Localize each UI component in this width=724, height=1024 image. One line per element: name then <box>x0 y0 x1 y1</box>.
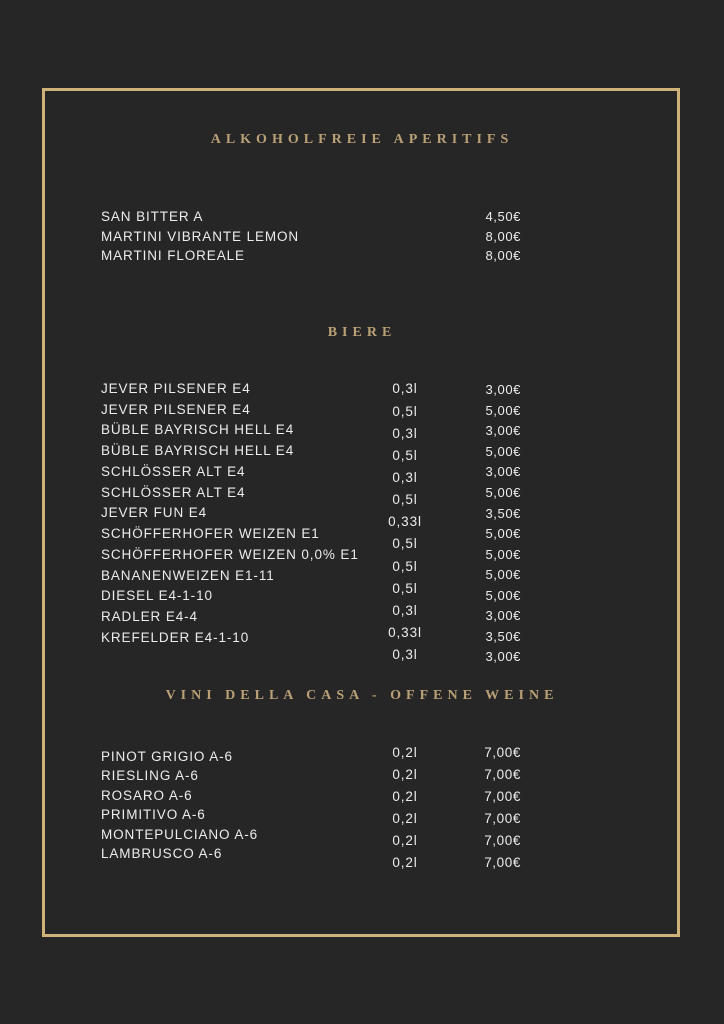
wine-volume: 0,2l <box>392 833 418 848</box>
beer-volume: 0,3l <box>392 647 418 662</box>
beer-name: BÜBLE BAYRISCH HELL E4 <box>101 443 295 458</box>
beer-volume: 0,5l <box>392 492 418 507</box>
beer-price: 5,00€ <box>485 526 521 541</box>
beer-volume: 0,3l <box>392 603 418 618</box>
beer-name: JEVER PILSENER E4 <box>101 381 251 396</box>
beer-volume: 0,5l <box>392 559 418 574</box>
beer-volume: 0,5l <box>392 448 418 463</box>
beer-name: BANANENWEIZEN E1-11 <box>101 568 275 583</box>
wine-name: ROSARO A-6 <box>101 788 193 803</box>
beer-name: BÜBLE BAYRISCH HELL E4 <box>101 422 295 437</box>
wine-price: 7,00€ <box>484 767 521 782</box>
menu-item-price: 4,50€ <box>485 209 521 224</box>
beer-volume: 0,3l <box>392 426 418 441</box>
beer-name: SCHÖFFERHOFER WEIZEN E1 <box>101 526 320 541</box>
wine-volume: 0,2l <box>392 767 418 782</box>
beer-price: 3,00€ <box>485 382 521 397</box>
beer-volume: 0,33l <box>388 514 422 529</box>
beer-price: 5,00€ <box>485 567 521 582</box>
beer-name: RADLER E4-4 <box>101 609 198 624</box>
wine-name: PRIMITIVO A-6 <box>101 807 206 822</box>
menu-item-price: 8,00€ <box>485 248 521 263</box>
beer-price: 5,00€ <box>485 444 521 459</box>
beer-price: 3,00€ <box>485 608 521 623</box>
beer-name: SCHLÖSSER ALT E4 <box>101 464 246 479</box>
beer-price: 5,00€ <box>485 588 521 603</box>
beer-volume: 0,5l <box>392 536 418 551</box>
beer-price: 3,50€ <box>485 506 521 521</box>
wine-price: 7,00€ <box>484 745 521 760</box>
wine-volume: 0,2l <box>392 855 418 870</box>
beer-volume: 0,33l <box>388 625 422 640</box>
beer-name: DIESEL E4-1-10 <box>101 588 213 603</box>
section-title-biere: BIERE <box>327 325 397 340</box>
beer-price: 3,00€ <box>485 649 521 664</box>
beer-volume: 0,5l <box>392 404 418 419</box>
wine-name: PINOT GRIGIO A-6 <box>101 749 233 764</box>
menu-item-name: MARTINI VIBRANTE LEMON <box>101 229 300 244</box>
menu-item-price: 8,00€ <box>485 229 521 244</box>
beer-price: 5,00€ <box>485 485 521 500</box>
wine-name: LAMBRUSCO A-6 <box>101 846 223 861</box>
beer-name: KREFELDER E4-1-10 <box>101 630 250 645</box>
wine-name: RIESLING A-6 <box>101 768 199 783</box>
beer-price: 3,00€ <box>485 464 521 479</box>
beer-name: SCHLÖSSER ALT E4 <box>101 485 246 500</box>
section-title-aperitifs: ALKOHOLFREIE APERITIFS <box>210 132 514 147</box>
wine-volume: 0,2l <box>392 789 418 804</box>
wine-price: 7,00€ <box>484 789 521 804</box>
beer-volume: 0,5l <box>392 581 418 596</box>
menu-item-name: MARTINI FLOREALE <box>101 248 245 263</box>
beer-price: 3,00€ <box>485 423 521 438</box>
beer-volume: 0,3l <box>392 381 418 396</box>
beer-volume: 0,3l <box>392 470 418 485</box>
menu-item-name: SAN BITTER A <box>101 209 204 224</box>
beer-name: JEVER PILSENER E4 <box>101 402 251 417</box>
beer-name: JEVER FUN E4 <box>101 505 208 520</box>
wine-name: MONTEPULCIANO A-6 <box>101 827 259 842</box>
beer-price: 3,50€ <box>485 629 521 644</box>
wine-price: 7,00€ <box>484 855 521 870</box>
wine-price: 7,00€ <box>484 811 521 826</box>
beer-price: 5,00€ <box>485 403 521 418</box>
beer-price: 5,00€ <box>485 547 521 562</box>
wine-volume: 0,2l <box>392 745 418 760</box>
section-title-weine: VINI DELLA CASA - OFFENE WEINE <box>165 688 559 703</box>
beer-name: SCHÖFFERHOFER WEIZEN 0,0% E1 <box>101 547 359 562</box>
wine-price: 7,00€ <box>484 833 521 848</box>
wine-volume: 0,2l <box>392 811 418 826</box>
